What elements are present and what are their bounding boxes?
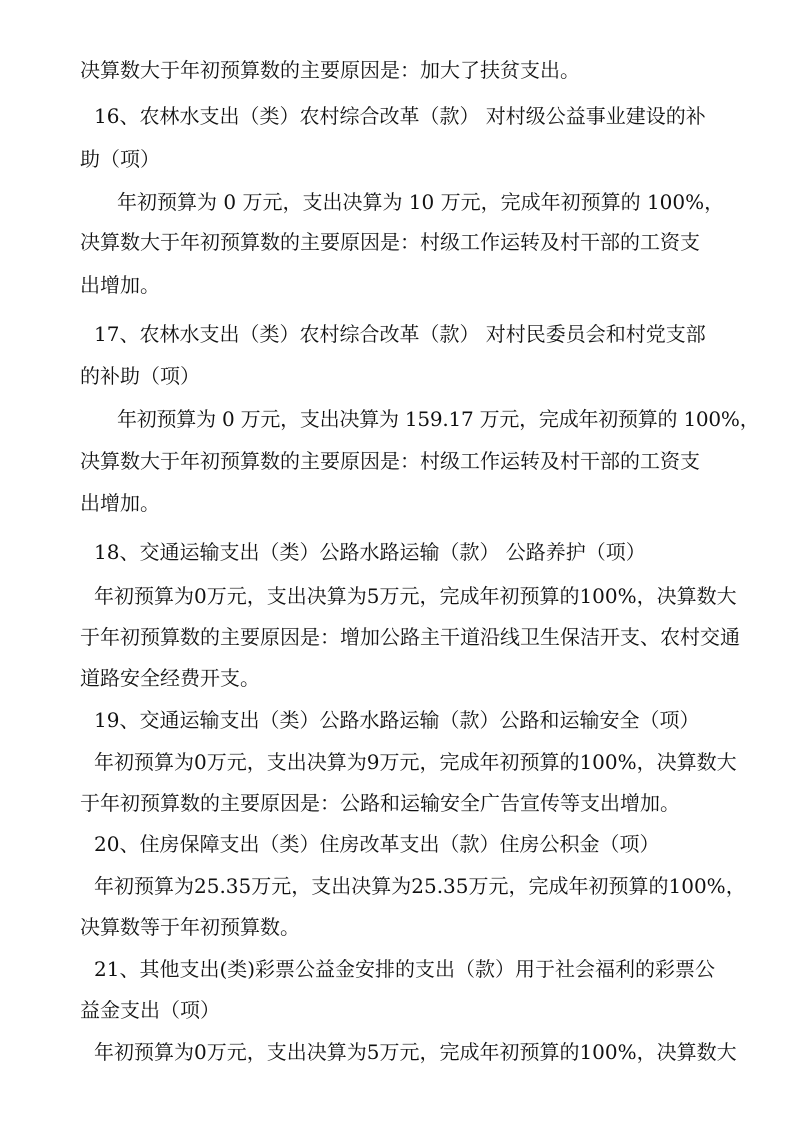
text-line-14: 于年初预算数的主要原因是：增加公路主干道沿线卫生保洁开支、农村交通 bbox=[80, 625, 740, 649]
section-16-heading-cont: 助（项） bbox=[80, 147, 160, 171]
section-16-heading: 16、农林水支出（类）农村综合改革（款） 对村级公益事业建设的补 bbox=[94, 104, 706, 128]
text-line-21: 决算数等于年初预算数。 bbox=[80, 915, 300, 939]
section-20-heading: 20、住房保障支出（类）住房改革支出（款）住房公积金（项） bbox=[94, 832, 660, 856]
text-line-5: 决算数大于年初预算数的主要原因是：村级工作运转及村干部的工资支 bbox=[80, 230, 700, 254]
text-line-6: 出增加。 bbox=[80, 273, 160, 297]
section-17-heading: 17、农林水支出（类）农村综合改革（款） 对村民委员会和村党支部 bbox=[94, 322, 706, 346]
text-line-11: 出增加。 bbox=[80, 491, 160, 515]
text-line-1: 决算数大于年初预算数的主要原因是：加大了扶贫支出。 bbox=[80, 58, 580, 82]
text-line-9: 年初预算为 0 万元，支出决算为 159.17 万元，完成年初预算的 100%， bbox=[117, 407, 760, 431]
section-21-heading-cont: 益金支出（项） bbox=[80, 998, 220, 1022]
section-18-heading: 18、交通运输支出（类）公路水路运输（款） 公路养护（项） bbox=[94, 540, 646, 564]
text-line-24: 年初预算为0万元，支出决算为5万元，完成年初预算的100%，决算数大 bbox=[94, 1040, 737, 1064]
text-line-15: 道路安全经费开支。 bbox=[80, 666, 260, 690]
section-17-heading-cont: 的补助（项） bbox=[80, 364, 200, 388]
text-line-10: 决算数大于年初预算数的主要原因是：村级工作运转及村干部的工资支 bbox=[80, 449, 700, 473]
text-line-17: 年初预算为0万元，支出决算为9万元，完成年初预算的100%，决算数大 bbox=[94, 750, 737, 774]
section-21-heading: 21、其他支出(类)彩票公益金安排的支出（款）用于社会福利的彩票公 bbox=[94, 957, 716, 981]
text-line-20: 年初预算为25.35万元，支出决算为25.35万元，完成年初预算的100%， bbox=[94, 874, 746, 898]
text-line-18: 于年初预算数的主要原因是：公路和运输安全广告宣传等支出增加。 bbox=[80, 791, 680, 815]
section-19-heading: 19、交通运输支出（类）公路水路运输（款）公路和运输安全（项） bbox=[94, 708, 700, 732]
text-line-4: 年初预算为 0 万元，支出决算为 10 万元，完成年初预算的 100%， bbox=[117, 190, 725, 214]
text-line-13: 年初预算为0万元，支出决算为5万元，完成年初预算的100%，决算数大 bbox=[94, 584, 737, 608]
